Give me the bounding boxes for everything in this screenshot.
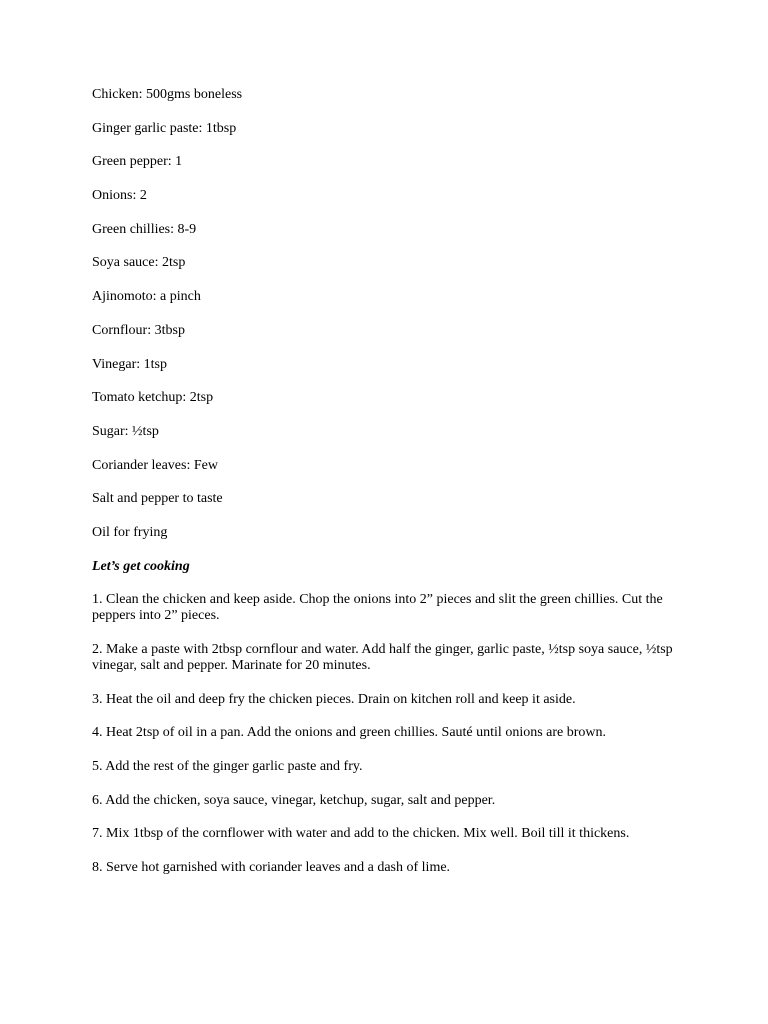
method-step: 4. Heat 2tsp of oil in a pan. Add the onions and green chillies. Sauté until onions are brown. [92,725,607,741]
method-step: 5. Add the rest of the ginger garlic paste and fry. [92,759,363,775]
ingredient-item: Vinegar: 1tsp [92,356,167,372]
ingredient-item: Green chillies: 8-9 [92,221,197,237]
recipe-document [92,87,692,894]
ingredient-item: Ginger garlic paste: 1tbsp [92,120,237,136]
ingredient-item: Salt and pepper to taste [92,491,223,507]
method-step: 1. Clean the chicken and keep aside. Chop the onions into 2” pieces and slit the green chillies. Cut the peppers into 2” pieces. [92,592,663,624]
ingredient-item: Coriander leaves: Few [92,457,218,473]
method-step: 3. Heat the oil and deep fry the chicken pieces. Drain on kitchen roll and keep it aside. [92,691,576,707]
ingredient-item: Green pepper: 1 [92,154,183,170]
method-step: 7. Mix 1tbsp of the cornflower with water and add to the chicken. Mix well. Boil till it thickens. [92,826,630,842]
ingredient-item: Oil for frying [92,524,168,540]
method-step: 8. Serve hot garnished with coriander leaves and a dash of lime. [92,860,451,876]
ingredient-item: Cornflour: 3tbsp [92,322,185,338]
ingredient-list [92,87,692,541]
ingredient-item: Soya sauce: 2tsp [92,255,186,271]
ingredient-item: Chicken: 500gms boneless [92,87,243,102]
ingredient-item: Ajinomoto: a pinch [92,289,201,305]
ingredient-item: Tomato ketchup: 2tsp [92,390,214,406]
method-step: 2. Make a paste with 2tbsp cornflour and water. Add half the ginger, garlic paste, ½tsp soya sauce, ½tsp vinegar, salt and pepper. Marinate for 20 minutes. [92,642,673,673]
method-step: 6. Add the chicken, soya sauce, vinegar, ketchup, sugar, salt and pepper. [92,792,496,808]
method-heading: Let’s get cooking [92,558,190,574]
ingredient-item: Sugar: ½tsp [92,423,159,439]
step-list [92,592,692,876]
ingredient-item: Onions: 2 [92,188,147,204]
